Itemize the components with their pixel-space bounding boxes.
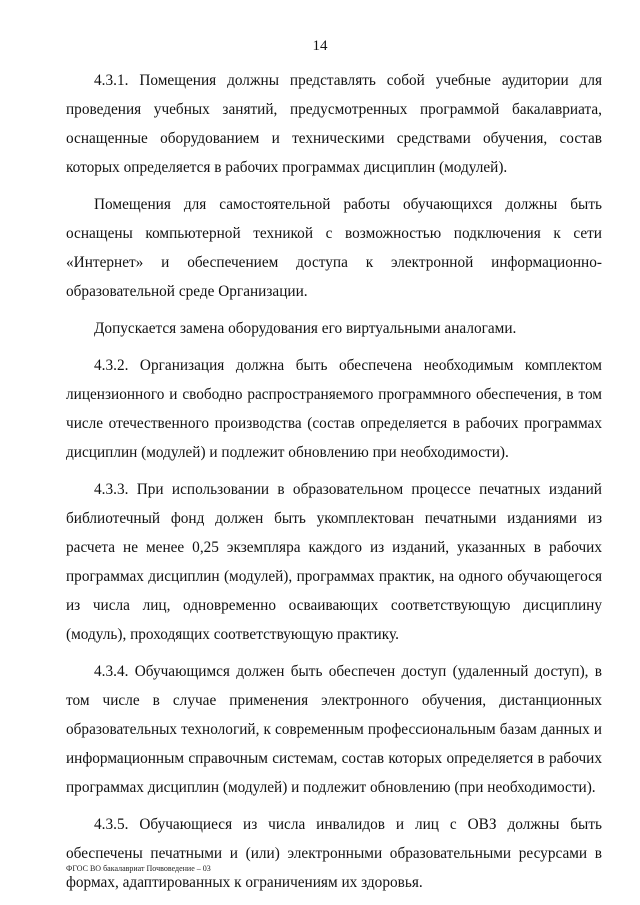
- paragraph-4-3-4: 4.3.4. Обучающимся должен быть обеспечен доступ (удаленный доступ), в том числе в случае применения электронного обучения, дистанционных образовательных технологий, к современным профессиональным базам данных и информационным справочным системам, состав которых определяется в рабочих программах дисциплин (модулей) и подлежит обновлению (при необходимости).: [66, 663, 602, 796]
- page-number: 14: [312, 38, 328, 54]
- page-footer: ФГОС ВО бакалавриат Почвоведение – 03: [66, 864, 211, 873]
- paragraph-4-3-1: 4.3.1. Помещения должны представлять собой учебные аудитории для проведения учебных занятий, предусмотренных программой бакалавриата, оснащенные оборудованием и техническими средствами обучения, состав которых определяется в рабочих программах дисциплин (модулей).: [66, 72, 602, 176]
- paragraph-virtual-analogues: Допускается замена оборудования его виртуальными аналогами.: [94, 320, 517, 337]
- paragraph-4-3-2: 4.3.2. Организация должна быть обеспечена необходимым комплектом лицензионного и свободно распространяемого программного обеспечения, в том числе отечественного производства (состав определяется в рабочих программах дисциплин (модулей) и подлежит обновлению при необходимости).: [66, 357, 602, 461]
- paragraph-4-3-5: 4.3.5. Обучающиеся из числа инвалидов и лиц с ОВЗ должны быть обеспечены печатными и (или) электронными образовательными ресурсами в формах, адаптированных к ограничениям их здоровья.: [66, 816, 602, 891]
- paragraph-rooms-self-study: Помещения для самостоятельной работы обучающихся должны быть оснащены компьютерной техникой с возможностью подключения к сети «Интернет» и обеспечением доступа к электронной информационно-образовательной среде Организации.: [66, 196, 602, 300]
- paragraph-4-3-3: 4.3.3. При использовании в образовательном процессе печатных изданий библиотечный фонд должен быть укомплектован печатными изданиями из расчета не менее 0,25 экземпляра каждого из изданий, указанных в рабочих программах дисциплин (модулей), программах практик, на одного обучающегося из числа лиц, одновременно осваивающих соответствующую дисциплину (модуль), проходящих соответствующую практику.: [66, 481, 602, 643]
- document-body: [66, 66, 602, 905]
